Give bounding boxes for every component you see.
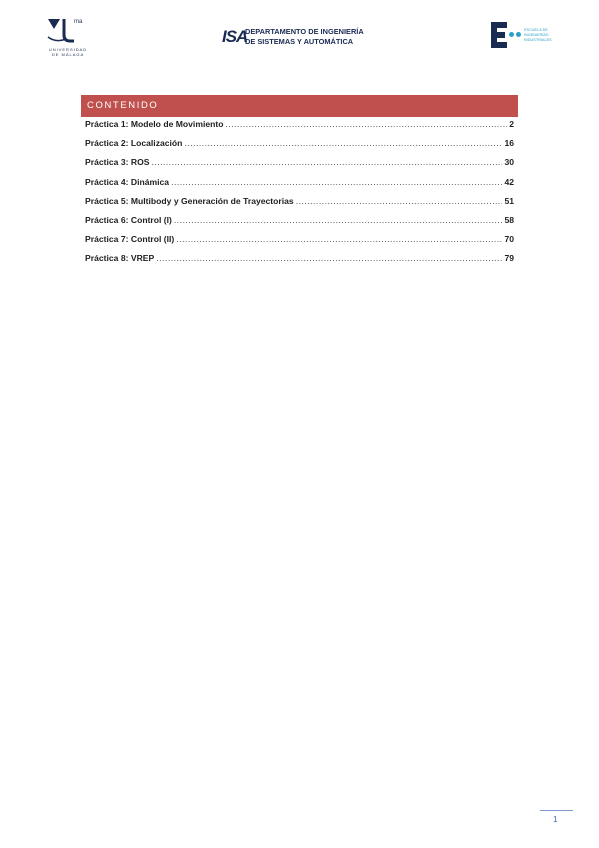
toc-entry-page[interactable]: 30 [504, 157, 514, 168]
toc-leader-dots [151, 157, 502, 167]
uma-logo-superscript: ma [74, 19, 83, 25]
toc-entry-title[interactable]: Práctica 1: Modelo de Movimiento [85, 119, 224, 129]
toc-entry-title[interactable]: Práctica 8: VREP [85, 253, 155, 264]
table-of-contents [85, 119, 514, 273]
toc-entry-page[interactable]: 2 [509, 119, 514, 129]
uma-logo-caption: UNIVERSIDAD DE MÁLAGA [48, 47, 88, 57]
eii-dot-icon [509, 32, 514, 37]
toc-entry[interactable] [85, 157, 514, 176]
isa-logo-text [245, 27, 364, 47]
toc-entry-page[interactable]: 58 [504, 214, 514, 225]
footer-rule [540, 810, 573, 811]
toc-entry-page[interactable]: 70 [504, 234, 514, 245]
contents-heading: CONTENIDO [87, 100, 159, 111]
toc-entry[interactable] [85, 196, 514, 215]
page-number: 1 [553, 815, 558, 824]
toc-leader-dots [174, 215, 503, 225]
toc-leader-dots [184, 138, 502, 148]
engineering-school-logo [491, 22, 561, 50]
toc-leader-dots [296, 196, 503, 206]
toc-entry-page[interactable]: 16 [504, 138, 514, 149]
toc-entry[interactable] [85, 119, 514, 138]
toc-leader-dots [156, 253, 502, 263]
toc-entry-title[interactable]: Práctica 7: Control (II) [85, 234, 175, 245]
toc-leader-dots [225, 119, 507, 129]
toc-entry-title[interactable]: Práctica 6: Control (I) [85, 214, 172, 225]
eii-logo-text [524, 28, 552, 43]
isa-logo-mark: ISA [222, 27, 248, 46]
toc-entry[interactable] [85, 215, 514, 234]
toc-entry-page[interactable]: 79 [504, 253, 514, 264]
isa-logo-line2: DE SISTEMAS Y AUTOMÁTICA [245, 37, 354, 46]
eii-e-icon [491, 22, 507, 48]
isa-logo-line1: DEPARTAMENTO DE INGENIERÍA [245, 27, 364, 36]
toc-entry[interactable] [85, 234, 514, 253]
university-logo [46, 17, 90, 59]
eii-logo-line2: INGENIERÍAS [524, 33, 549, 37]
toc-entry-page[interactable]: 51 [504, 195, 514, 206]
eii-logo-line3: INDUSTRIALES [524, 38, 552, 42]
contents-heading-bar [81, 95, 518, 117]
toc-entry-title[interactable]: Práctica 5: Multibody y Generación de Trayectorias [85, 195, 294, 206]
eii-logo-line1: ESCUELA DE [524, 28, 548, 32]
toc-leader-dots [171, 177, 502, 187]
toc-entry[interactable] [85, 253, 514, 272]
toc-entry-title[interactable]: Práctica 2: Localización [85, 138, 183, 149]
toc-entry-title[interactable]: Práctica 3: ROS [85, 157, 150, 168]
toc-entry[interactable] [85, 177, 514, 196]
eii-dot-icon [516, 32, 521, 37]
toc-entry-page[interactable]: 42 [504, 176, 514, 187]
toc-leader-dots [176, 234, 502, 244]
toc-entry[interactable] [85, 138, 514, 157]
toc-entry-title[interactable]: Práctica 4: Dinámica [85, 176, 170, 187]
